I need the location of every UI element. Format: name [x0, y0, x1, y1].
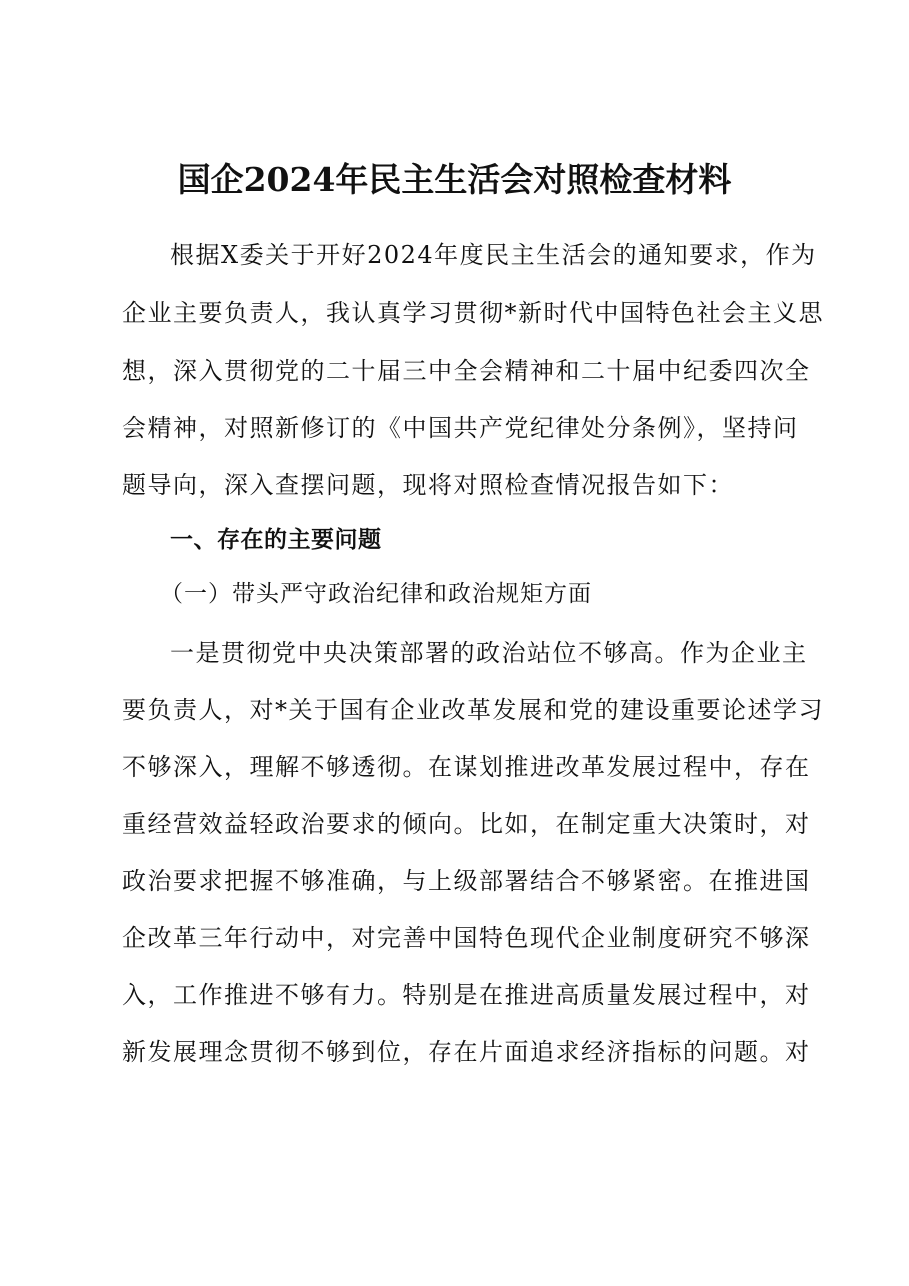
subsection-heading: （一）带头严守政治纪律和政治规矩方面	[160, 581, 592, 607]
intro-line-2: 企业主要负责人，我认真学习贯彻*新时代中国特色社会主义思	[122, 299, 824, 327]
document-title: 国企2024年民主生活会对照检查材料	[177, 160, 732, 199]
body-line-2: 要负责人，对*关于国有企业改革发展和党的建设重要论述学习	[122, 696, 824, 724]
body-line-6: 企改革三年行动中，对完善中国特色现代企业制度研究不够深	[122, 924, 811, 952]
intro-line-5: 题导向，深入查摆问题，现将对照检查情况报告如下：	[122, 471, 734, 499]
intro-line-3: 想，深入贯彻党的二十届三中全会精神和二十届中纪委四次全	[122, 357, 811, 385]
body-line-7: 入，工作推进不够有力。特别是在推进高质量发展过程中，对	[122, 981, 811, 1009]
body-line-4: 重经营效益轻政治要求的倾向。比如，在制定重大决策时，对	[122, 810, 811, 838]
body-line-8: 新发展理念贯彻不够到位，存在片面追求经济指标的问题。对	[122, 1038, 811, 1066]
body-line-1: 一是贯彻党中央决策部署的政治站位不够高。作为企业主	[170, 639, 808, 667]
intro-line-1: 根据X委关于开好2024年度民主生活会的通知要求，作为	[170, 241, 817, 269]
intro-line-4: 会精神，对照新修订的《中国共产党纪律处分条例》，坚持问	[122, 414, 799, 442]
body-line-5: 政治要求把握不够准确，与上级部署结合不够紧密。在推进国	[122, 867, 811, 895]
body-line-3: 不够深入，理解不够透彻。在谋划推进改革发展过程中，存在	[122, 753, 811, 781]
section-heading: 一、存在的主要问题	[170, 527, 382, 553]
